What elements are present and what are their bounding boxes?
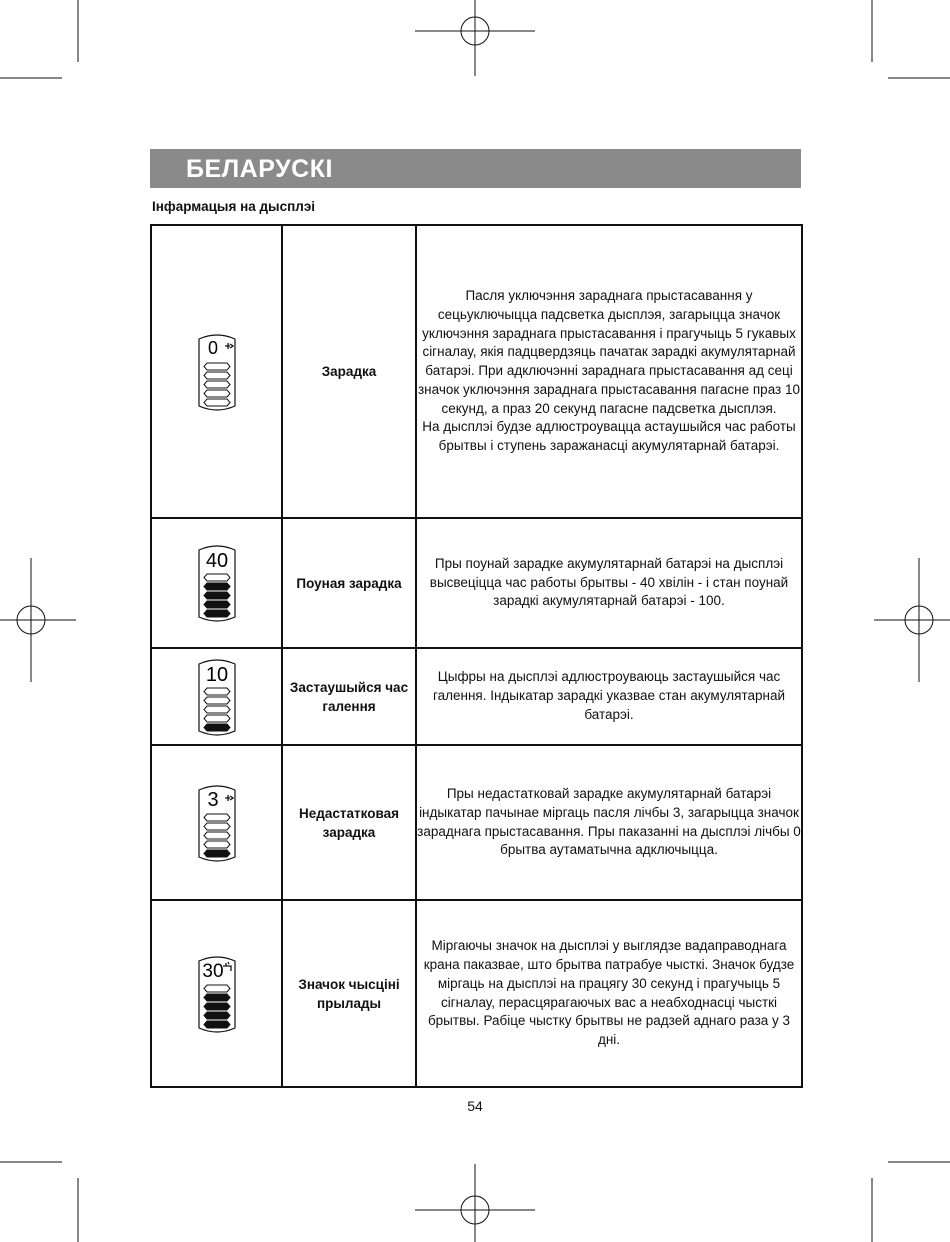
display-full-charge-icon (197, 541, 237, 625)
description-text: Пры недастатковай зарадке акумулятарнай батарэі індыкатар пачынае міргаць пасля лічбы 3, загарыцца значок зараднага прыстасавання. Пры паказанні на дысплэі лічбы 0 брытва аутаматычна адключыцца. (417, 785, 801, 858)
display-number: 40 (205, 550, 228, 572)
icon-cell (151, 648, 282, 745)
description-text: Пры поунай зарадке акумулятарнай батарэі на дысплэі высвеціцца час работы брытвы - 40 хвілін - і стан поунай зарадкі акумулятарнай батарэі - 100. (429, 555, 789, 609)
display-number: 0 (207, 337, 218, 358)
row-name: Застаушыйся час галення (282, 648, 416, 745)
table-row (151, 745, 802, 900)
table-row (151, 225, 802, 518)
description-text: Пасля уключэння зараднага прыстасавання у сецьуключыцца падсветка дысплэя, загарыцца значок уключэння зараднага прыстасавання і прагучыць 5 гукавых сігналау, якія падцвердзяць пачатак зарадкі акумулятарнай батарэі. При адключэнні зараднага прыстасавання ад сеці значок уключэння зараднага прыстасавання пагасне праз 10 секунд, а праз 20 секунд пагасне падсветка дысплэя. На дысплэі будзе адлюстроувацца астаушыйся час работы брытвы і ступень заражанасці акумулятарнай батарэі. (417, 287, 801, 454)
row-description (416, 518, 802, 648)
row-description (416, 225, 802, 518)
row-description (416, 745, 802, 900)
icon-cell (151, 225, 282, 518)
display-remaining-time-icon (197, 655, 237, 739)
display-info-table (150, 224, 803, 1088)
icon-cell (151, 745, 282, 900)
display-charging-icon (197, 330, 237, 414)
section-title: Інфармацыя на дысплэі (152, 199, 316, 214)
icon-cell (151, 518, 282, 648)
row-description (416, 648, 802, 745)
table-row (151, 900, 802, 1087)
row-name: Значок чысціні прылады (282, 900, 416, 1087)
row-name: Поуная зарадка (282, 518, 416, 648)
description-text: Міргаючы значок на дысплэі у выглядзе вадаправоднага крана паказвае, што брытва патрабуе чысткі. Значок будзе міргаць на дысплэі на працягу 30 секунд і прагучыць 5 сігналау, перасцярагаючых вас а неабходнасці чысткі брытвы. Рабіце чыстку брытвы не радзей аднаго раза у 3 дні. (423, 938, 795, 1048)
row-description (416, 900, 802, 1087)
display-number: 10 (205, 663, 228, 686)
table-row (151, 518, 802, 648)
plug-icon (225, 795, 233, 801)
icon-cell (151, 900, 282, 1087)
display-cleaning-icon (197, 952, 237, 1036)
plug-icon (225, 343, 233, 349)
display-number: 3 (206, 788, 219, 811)
language-title: БЕЛАРУСКІ (186, 155, 333, 183)
display-low-charge-icon (197, 781, 237, 865)
display-number: 30 (201, 960, 224, 982)
page-number: 54 (467, 1098, 483, 1114)
table-row (151, 648, 802, 745)
water-tap-icon (223, 962, 231, 971)
row-name: Зарадка (282, 225, 416, 518)
language-header-bar (150, 149, 801, 188)
row-name: Недастатковая зарадка (282, 745, 416, 900)
description-text: Цыфры на дысплэі адлюстроуваюць застаушыйся час галення. Індыкатар зарадкі указвае стан акумулятарнай батарэі. (432, 669, 786, 722)
